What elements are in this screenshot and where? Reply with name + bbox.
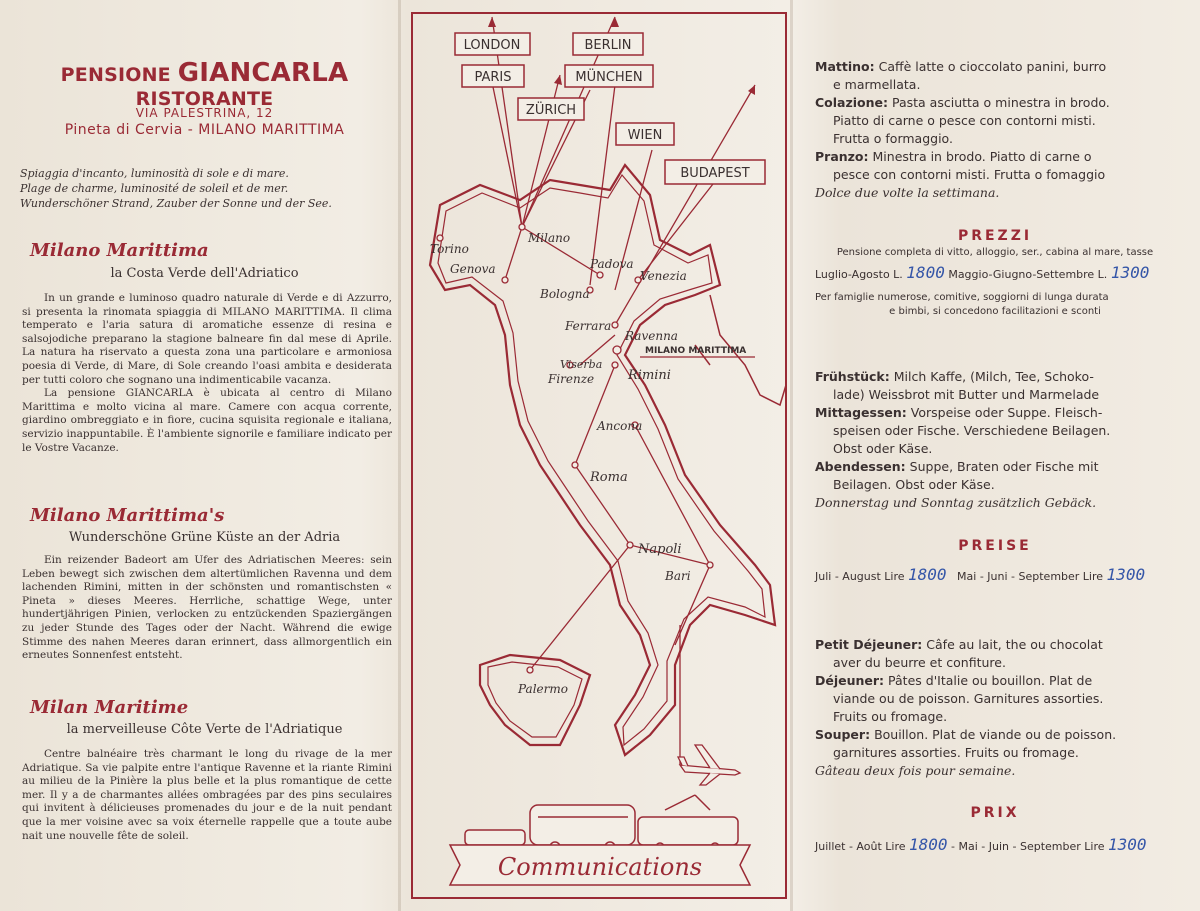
city-palermo: Palermo [518, 682, 568, 696]
price-value: 1300 [1108, 835, 1147, 854]
city-bologna: Bologna [540, 287, 590, 301]
meal-text: Bouillon. Plat de viande ou de poisson. [874, 727, 1117, 742]
ristorante-word: RISTORANTE [135, 88, 274, 110]
city-ravenna: Ravenna [625, 329, 678, 343]
meal-text: Frutta o formaggio. [833, 131, 953, 146]
city-padova: Padova [590, 257, 634, 271]
meal-label: Mattino: [815, 59, 875, 74]
price-label: Mai - Juni - September Lire [957, 570, 1104, 583]
city-torino: Torino [430, 242, 469, 256]
price-value: 1300 [1110, 263, 1150, 282]
paragraph: Centre balnéaire très charmant le long du rivage de la mer Adriatique. Sa vie palpite entre l'antique Ravenne et la riante Rimini au milieu de la Pinière la plus belle et la plus romantique de cette mer. Il y a de charmantes allées ombragées par des pins seculaires qui invitent à délicieuses promenades du jour e de la nuit pendant que la mer voisine avec sa voix éternelle rappelle que a toute aube nait une nouvelle fête de soleil. [22, 748, 392, 842]
city-milano: Milano [528, 231, 571, 245]
city-rimini: Rimini [628, 368, 671, 383]
city-napoli: Napoli [638, 542, 682, 557]
dest-berlin: BERLIN [584, 38, 632, 53]
city-milano-marittima: MILANO MARITTIMA [645, 346, 747, 356]
meal-text: garnitures assorties. Fruits ou fromage. [833, 745, 1079, 760]
tagline: Spiaggia d'incanto, luminosità di sole e di mare. [20, 167, 289, 180]
pension-brand: GIANCARLA [177, 58, 349, 88]
section-body [22, 554, 392, 663]
meal-label: Abendessen: [815, 459, 906, 474]
city-firenze: Firenze [548, 372, 595, 386]
meal-label: Petit Déjeuner: [815, 637, 923, 652]
airplane-icon [678, 745, 740, 785]
city-ancona: Ancona [597, 419, 643, 433]
section-subtitle: Wunderschöne Grüne Küste an der Adria [68, 530, 341, 545]
communications-caption: Communications [497, 853, 703, 881]
price-value: 1800 [906, 263, 945, 282]
section-title: Milan Maritime [30, 697, 189, 718]
map-frame [412, 13, 786, 898]
meal-text: Piatto di carne o pesce con contorni misti. [833, 113, 1096, 128]
city-labels [430, 231, 691, 696]
meal-text: Minestra in brodo. Piatto di carne o [872, 149, 1092, 164]
meal-label: Déjeuner: [815, 673, 885, 688]
city-viserba: Viserba [560, 358, 603, 371]
location: Pineta di Cervia - MILANO MARITTIMA [64, 122, 345, 138]
vehicles-icon [465, 795, 738, 852]
prezzi-heading: PREZZI [957, 228, 1033, 244]
meal-text: Fruits ou fromage. [833, 709, 948, 724]
price-label: Juli - August Lire [815, 570, 905, 583]
section-subtitle: la merveilleuse Côte Verte de l'Adriatique [66, 722, 343, 737]
menu-italian [815, 58, 1175, 202]
price-value: 1800 [908, 565, 947, 584]
paragraph: La pensione GIANCARLA è ubicata al centro di Milano Marittima e molto vicina al mare. Camere con acqua corrente, giardino ombreggiato e in fiore, cucina squisita regionale e italiana, servizio inappuntabile. È l'ambiente signorile e familiare indicato per le Vostre Vacanze. [22, 387, 392, 454]
meal-text: Caffè latte o cioccolato panini, burro [878, 59, 1107, 74]
italy-map [410, 5, 788, 900]
meal-text: Suppe, Braten oder Fische mit [909, 459, 1099, 474]
price-value: 1300 [1106, 565, 1146, 584]
meal-text: Pasta asciutta o minestra in brodo. [892, 95, 1110, 110]
prezzi-desc: Pensione completa di vitto, alloggio, ser., cabina al mare, tasse [836, 247, 1154, 258]
meal-text: viande ou de poisson. Garnitures assorties. [833, 691, 1104, 706]
meal-text: speisen oder Fische. Verschiedene Beilagen. [833, 423, 1111, 438]
city-ferrara: Ferrara [565, 319, 612, 333]
menu-note: Donnerstag und Sonntag zusätzlich Gebäck. [815, 495, 1097, 510]
meal-text: aver du beurre et confiture. [833, 655, 1006, 670]
address: VIA PALESTRINA, 12 [135, 106, 274, 120]
section-body [22, 292, 392, 455]
italy-outline [430, 165, 786, 755]
prix-heading: PRIX [970, 805, 1020, 821]
communications-banner [450, 845, 750, 885]
tagline: Wunderschöner Strand, Zauber der Sonne und der See. [20, 197, 332, 210]
menu-note: Gâteau deux fois pour semaine. [815, 763, 1016, 778]
meal-text: Milch Kaffe, (Milch, Tee, Schoko- [893, 369, 1094, 384]
dest-munchen: MÜNCHEN [575, 70, 643, 85]
prezzi-prices [815, 263, 1175, 282]
prezzi-note: e bimbi, si concedono facilitazioni e sconti [889, 306, 1101, 317]
price-label: Maggio-Giugno-Settembre L. [948, 268, 1108, 281]
city-genova: Genova [450, 262, 496, 276]
meal-text: pesce con contorni misti. Frutta o fomaggio [833, 167, 1106, 182]
menu-french [815, 636, 1175, 780]
meal-text: Obst oder Käse. [833, 441, 933, 456]
dest-zurich: ZÜRICH [525, 103, 577, 118]
dest-london: LONDON [463, 38, 521, 53]
menu-german [815, 368, 1175, 512]
city-bari: Bari [665, 569, 691, 583]
menu-note: Dolce due volte la settimana. [815, 185, 1000, 200]
paragraph: In un grande e luminoso quadro naturale di Verde e di Azzurro, si presenta la rinomata spiaggia di MILANO MARITTIMA. Il clima temperato e l'aria satura di aromatiche essenze di resina e salsojodiche preparano la stagione balneare fin dal mese di Aprile. La natura ha riservato a questa zona una particolare e armoniosa poesia di Verde, di Mare, di Sole creando l'oasi ambita e desiderata per tutti coloro che sognano una indimenticabile vacanza. [22, 292, 392, 386]
pension-name [12, 58, 397, 110]
map-panel [410, 0, 788, 900]
paragraph: Ein reizender Badeort am Ufer des Adriatischen Meeres: sein Leben bewegt sich zwischen dem altertümlichen Ravenna und dem lachenden Rimini, mitten in der schönsten und romantischsten « Pineta » dieses Meeres. Herrliche, schattige Wege, unter hundertjährigen Pinien, verlocken zu entzückenden Spaziergängen zu jeder Stunde des Tages oder der Nacht. Während die ewige Stimme des nahen Meeres daran erinnert, dass allmorgentlich ein erneutes Sonnenfest entsteht. [22, 554, 392, 662]
section-subtitle: la Costa Verde dell'Adriatico [110, 266, 299, 281]
price-value: 1800 [909, 835, 948, 854]
dest-wien: WIEN [627, 128, 663, 143]
section-title: Milano Marittima's [30, 505, 225, 526]
price-label: - Mai - Juin - September Lire [951, 840, 1105, 853]
meal-text: e marmellata. [833, 77, 921, 92]
price-label: Luglio-Agosto L. [815, 268, 903, 281]
meal-text: Câfe au lait, the ou chocolat [926, 637, 1103, 652]
meal-label: Pranzo: [815, 149, 869, 164]
tagline: Plage de charme, luminosité de soleil et de mer. [20, 182, 289, 195]
section-body [22, 748, 392, 843]
prezzi-note: Per famiglie numerose, comitive, soggiorni di lunga durata [815, 292, 1109, 303]
meal-text: Vorspeise oder Suppe. Fleisch- [910, 405, 1103, 420]
meal-label: Souper: [815, 727, 871, 742]
meal-text: lade) Weissbrot mit Butter und Marmelade [833, 387, 1100, 402]
taglines [12, 166, 405, 211]
prix-prices [815, 835, 1175, 854]
pension-word: PENSIONE [60, 64, 171, 86]
meal-text: Beilagen. Obst oder Käse. [833, 477, 995, 492]
meal-label: Frühstück: [815, 369, 890, 384]
dest-budapest: BUDAPEST [680, 166, 750, 181]
city-roma: Roma [590, 470, 628, 485]
city-venezia: Venezia [640, 269, 687, 283]
destination-boxes [455, 33, 765, 184]
preise-heading: PREISE [958, 538, 1032, 554]
preise-prices [815, 565, 1175, 584]
meal-text: Pâtes d'Italie ou bouillon. Plat de [888, 673, 1093, 688]
dest-paris: PARIS [474, 70, 512, 85]
price-label: Juillet - Août Lire [815, 840, 906, 853]
fold-line [398, 0, 401, 911]
section-title: Milano Marittima [30, 240, 209, 261]
meal-label: Mittagessen: [815, 405, 907, 420]
meal-label: Colazione: [815, 95, 889, 110]
fold-line [790, 0, 793, 911]
milano-marittima-marker [640, 346, 755, 357]
